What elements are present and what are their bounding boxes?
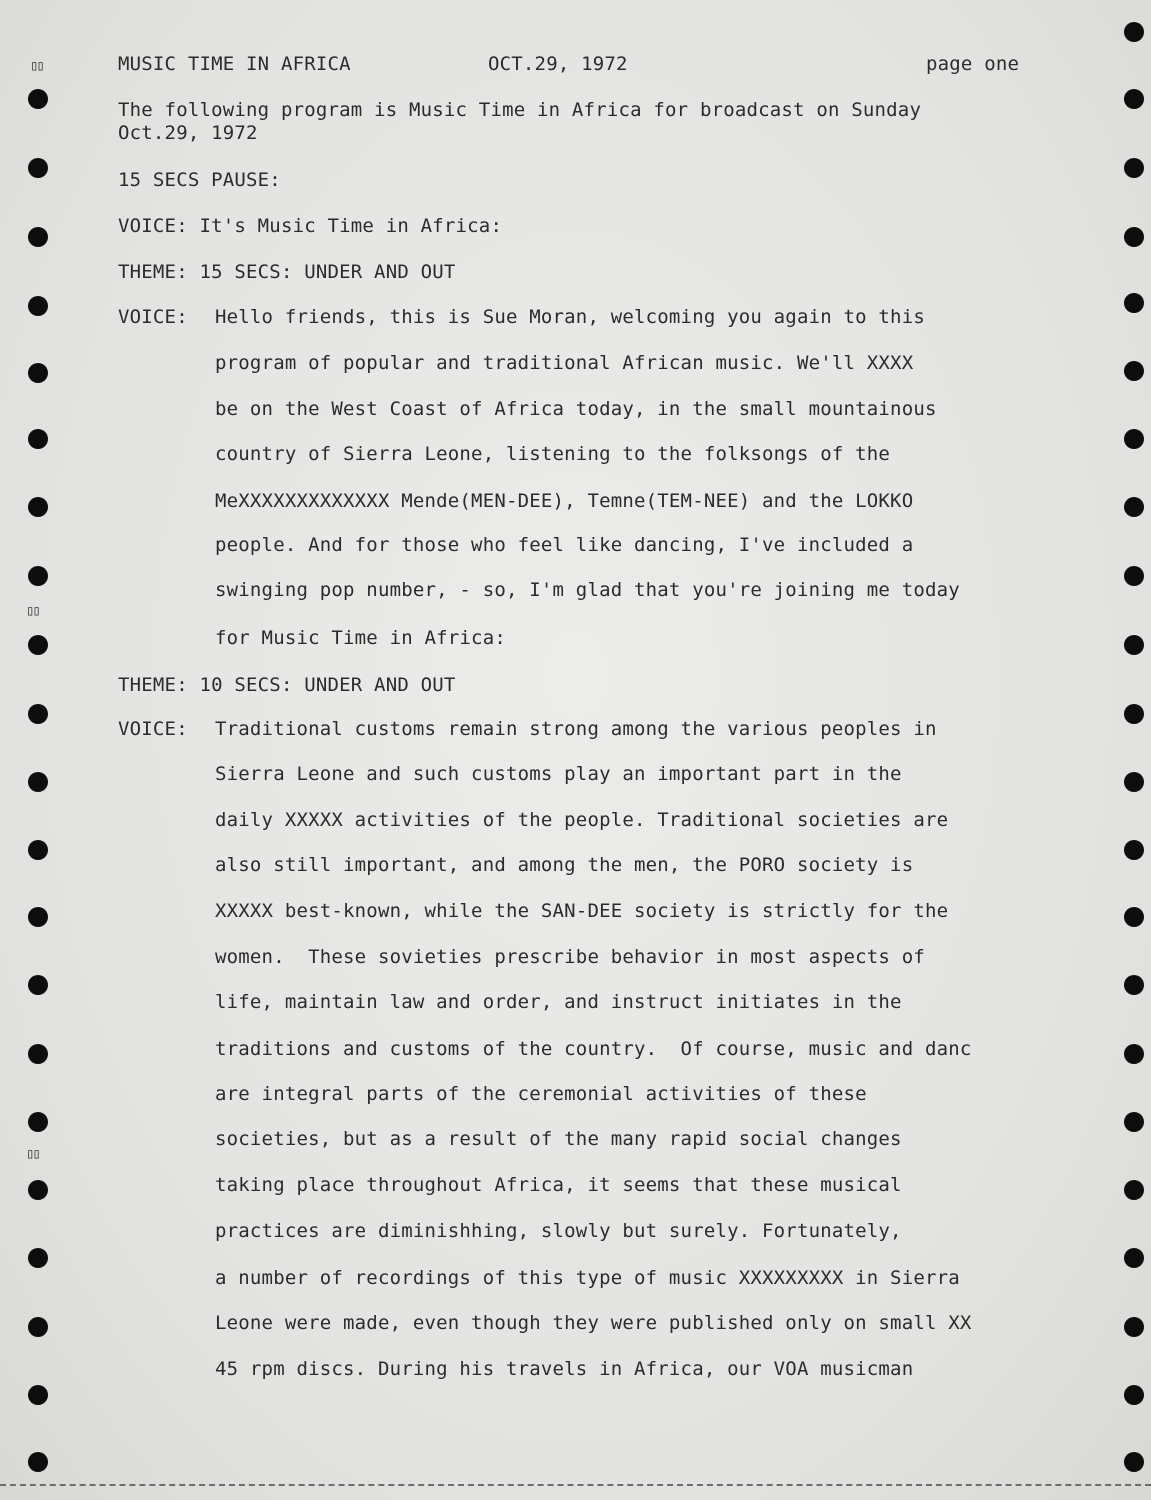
- perforation-hole: [1124, 704, 1144, 724]
- perforation-hole: [1124, 772, 1144, 792]
- perforation-hole: [28, 1112, 48, 1132]
- intro-line-1: The following program is Music Time in Africa for broadcast on Sunday: [118, 99, 922, 121]
- voice-label: VOICE:: [118, 306, 188, 328]
- script-line: Leone were made, even though they were published only on small XX: [215, 1312, 972, 1334]
- perforation-hole: [28, 975, 48, 995]
- perforation-hole: [1124, 429, 1144, 449]
- voice-label: VOICE:: [118, 718, 188, 740]
- perforation-hole: [1124, 361, 1144, 381]
- perforation-hole: [28, 704, 48, 724]
- perforation-hole: [1124, 22, 1144, 42]
- perforation-hole: [28, 1248, 48, 1268]
- voice-open-cue: VOICE: It's Music Time in Africa:: [118, 215, 503, 237]
- fold-mark: ▯▯: [30, 58, 43, 74]
- page-number: page one: [926, 53, 1020, 75]
- perforation-hole: [1124, 975, 1144, 995]
- script-line: practices are diminishhing, slowly but surely. Fortunately,: [215, 1220, 902, 1242]
- script-line: taking place throughout Africa, it seems that these musical: [215, 1174, 902, 1196]
- perforation-hole: [1124, 89, 1144, 109]
- theme-cue-1: THEME: 15 SECS: UNDER AND OUT: [118, 261, 456, 283]
- perforation-hole: [1124, 840, 1144, 860]
- script-line: traditions and customs of the country. Of course, music and danc: [215, 1038, 972, 1060]
- perforation-hole: [1124, 1452, 1144, 1472]
- script-line: Traditional customs remain strong among the various peoples in: [215, 718, 937, 740]
- intro-line-2: Oct.29, 1972: [118, 122, 258, 144]
- script-line: life, maintain law and order, and instruct initiates in the: [215, 991, 902, 1013]
- perforation-hole: [28, 840, 48, 860]
- perforation-hole: [28, 1385, 48, 1405]
- script-line: swinging pop number, - so, I'm glad that you're joining me today: [215, 579, 960, 601]
- perforation-hole: [1124, 1180, 1144, 1200]
- perforation-hole: [1124, 293, 1144, 313]
- script-line: people. And for those who feel like dancing, I've included a: [215, 534, 914, 556]
- script-line: Hello friends, this is Sue Moran, welcoming you again to this: [215, 306, 925, 328]
- perforation-hole: [1124, 227, 1144, 247]
- perforation-hole: [28, 497, 48, 517]
- perforation-hole: [28, 89, 48, 109]
- script-line: be on the West Coast of Africa today, in the small mountainous: [215, 398, 937, 420]
- perforation-hole: [28, 1180, 48, 1200]
- perforation-hole: [1124, 566, 1144, 586]
- script-line: daily XXXXX activities of the people. Traditional societies are: [215, 809, 949, 831]
- perforation-hole: [1124, 1317, 1144, 1337]
- torn-bottom-edge: [0, 1484, 1151, 1500]
- program-title: MUSIC TIME IN AFRICA: [118, 53, 351, 75]
- script-line: are integral parts of the ceremonial activities of these: [215, 1083, 867, 1105]
- fold-mark: ▯▯: [26, 1146, 39, 1162]
- perforation-hole: [28, 1044, 48, 1064]
- perforation-hole: [28, 1452, 48, 1472]
- perforation-hole: [1124, 635, 1144, 655]
- perforation-hole: [28, 363, 48, 383]
- script-line: program of popular and traditional African music. We'll XXXX: [215, 352, 914, 374]
- script-line: societies, but as a result of the many rapid social changes: [215, 1128, 902, 1150]
- pause-cue: 15 SECS PAUSE:: [118, 169, 281, 191]
- perforation-hole: [28, 566, 48, 586]
- script-line: XXXXX best-known, while the SAN-DEE society is strictly for the: [215, 900, 949, 922]
- perforation-hole: [28, 296, 48, 316]
- script-line: Sierra Leone and such customs play an important part in the: [215, 763, 902, 785]
- perforation-hole: [28, 907, 48, 927]
- broadcast-date: OCT.29, 1972: [488, 53, 628, 75]
- left-perforation-strip: [28, 0, 58, 1500]
- perforation-hole: [1124, 158, 1144, 178]
- perforation-hole: [1124, 1248, 1144, 1268]
- right-perforation-strip: [1124, 0, 1151, 1500]
- perforation-hole: [1124, 1112, 1144, 1132]
- script-line: country of Sierra Leone, listening to the folksongs of the: [215, 443, 891, 465]
- perforation-hole: [28, 772, 48, 792]
- perforation-hole: [1124, 907, 1144, 927]
- script-line: also still important, and among the men, the PORO society is: [215, 854, 914, 876]
- perforation-hole: [28, 227, 48, 247]
- perforation-hole: [28, 429, 48, 449]
- script-line: 45 rpm discs. During his travels in Africa, our VOA musicman: [215, 1358, 914, 1380]
- perforation-hole: [1124, 497, 1144, 517]
- theme-cue-2: THEME: 10 SECS: UNDER AND OUT: [118, 674, 456, 696]
- script-line: for Music Time in Africa:: [215, 627, 506, 649]
- script-line: a number of recordings of this type of music XXXXXXXXX in Sierra: [215, 1267, 960, 1289]
- perforation-hole: [1124, 1385, 1144, 1405]
- fold-mark: ▯▯: [26, 603, 39, 619]
- perforation-hole: [28, 1317, 48, 1337]
- script-line: MeXXXXXXXXXXXXX Mende(MEN-DEE), Temne(TEM-NEE) and the LOKKO: [215, 490, 914, 512]
- perforation-hole: [28, 158, 48, 178]
- perforation-hole: [1124, 1044, 1144, 1064]
- script-line: women. These sovieties prescribe behavior in most aspects of: [215, 946, 925, 968]
- perforation-hole: [28, 635, 48, 655]
